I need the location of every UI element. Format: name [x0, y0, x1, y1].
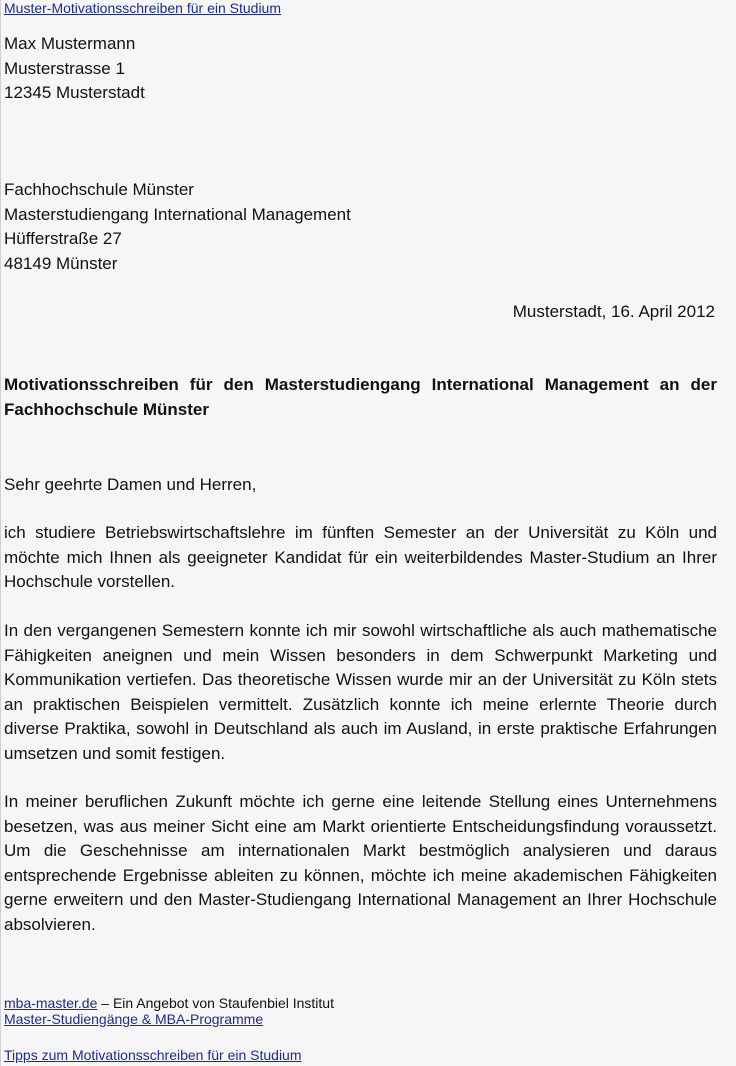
recipient-street: Hüfferstraße 27 [4, 229, 122, 248]
mba-master-link[interactable]: mba-master.de [4, 995, 98, 1011]
footer-line-1 [4, 995, 334, 1011]
recipient-address [4, 178, 351, 276]
letter-date: Musterstadt, 16. April 2012 [512, 302, 715, 321]
master-programs-link[interactable]: Master-Studiengänge & MBA-Programme [4, 1011, 264, 1027]
sender-address [4, 32, 145, 106]
body-paragraph: In den vergangenen Semestern konnte ich mir sowohl wirtschaftliche als auch mathematische Fähigkeiten aneignen und mein Wissen besonders in dem Schwerpunkt Marketing und Kommunikation vertiefen. Das theoretische Wissen wurde mir an der Universität zu Köln stets an praktischen Beispielen vermittelt. Zusätzlich konnte ich meine erlernte Theorie durch diverse Praktika, sowohl in Deutschland als auch im Ausland, in erste praktische Erfahrungen umsetzen und somit festigen. [4, 621, 717, 763]
top-motivation-link[interactable]: Muster-Motivationsschreiben für ein Studium [4, 0, 282, 16]
letter-subject: Motivationsschreiben für den Masterstudiengang International Management an der Fachhochschule Münster [4, 375, 717, 419]
recipient-city: 48149 Münster [4, 253, 118, 273]
footer-line-2 [4, 1011, 334, 1027]
body-paragraph: ich studiere Betriebswirtschaftslehre im fünften Semester an der Universität zu Köln und möchte mich Ihnen als geeigneter Kandidat für ein weiterbildendes Master-Studium an Ihrer Hochschule vorstellen. [4, 523, 717, 591]
footer-provider-text: – Ein Angebot von Staufenbiel Institut [97, 995, 334, 1011]
sender-city: 12345 Musterstadt [4, 83, 145, 102]
recipient-institution: Fachhochschule Münster [4, 180, 194, 199]
footer [4, 995, 334, 1027]
sender-name: Max Mustermann [4, 34, 136, 53]
tips-motivation-link[interactable]: Tipps zum Motivationsschreiben für ein Studium [4, 1047, 302, 1063]
letter-salutation: Sehr geehrte Damen und Herren, [4, 475, 257, 494]
recipient-program: Masterstudiengang International Management [4, 204, 351, 224]
sender-street: Musterstrasse 1 [4, 58, 125, 78]
body-paragraph: In meiner beruflichen Zukunft möchte ich gerne eine leitende Stellung eines Unternehmens besetzen, was aus meiner Sicht eine am Markt orientierte Entscheidungsfindung voraussetzt. Um die Geschehnisse am internationalen Markt bestmöglich analysieren und daraus entsprechende Ergebnisse ableiten zu können, möchte ich meine akademischen Fähigkeiten gerne erweitern und den Master-Studiengang International Management an Ihrer Hochschule absolvieren. [4, 792, 717, 934]
